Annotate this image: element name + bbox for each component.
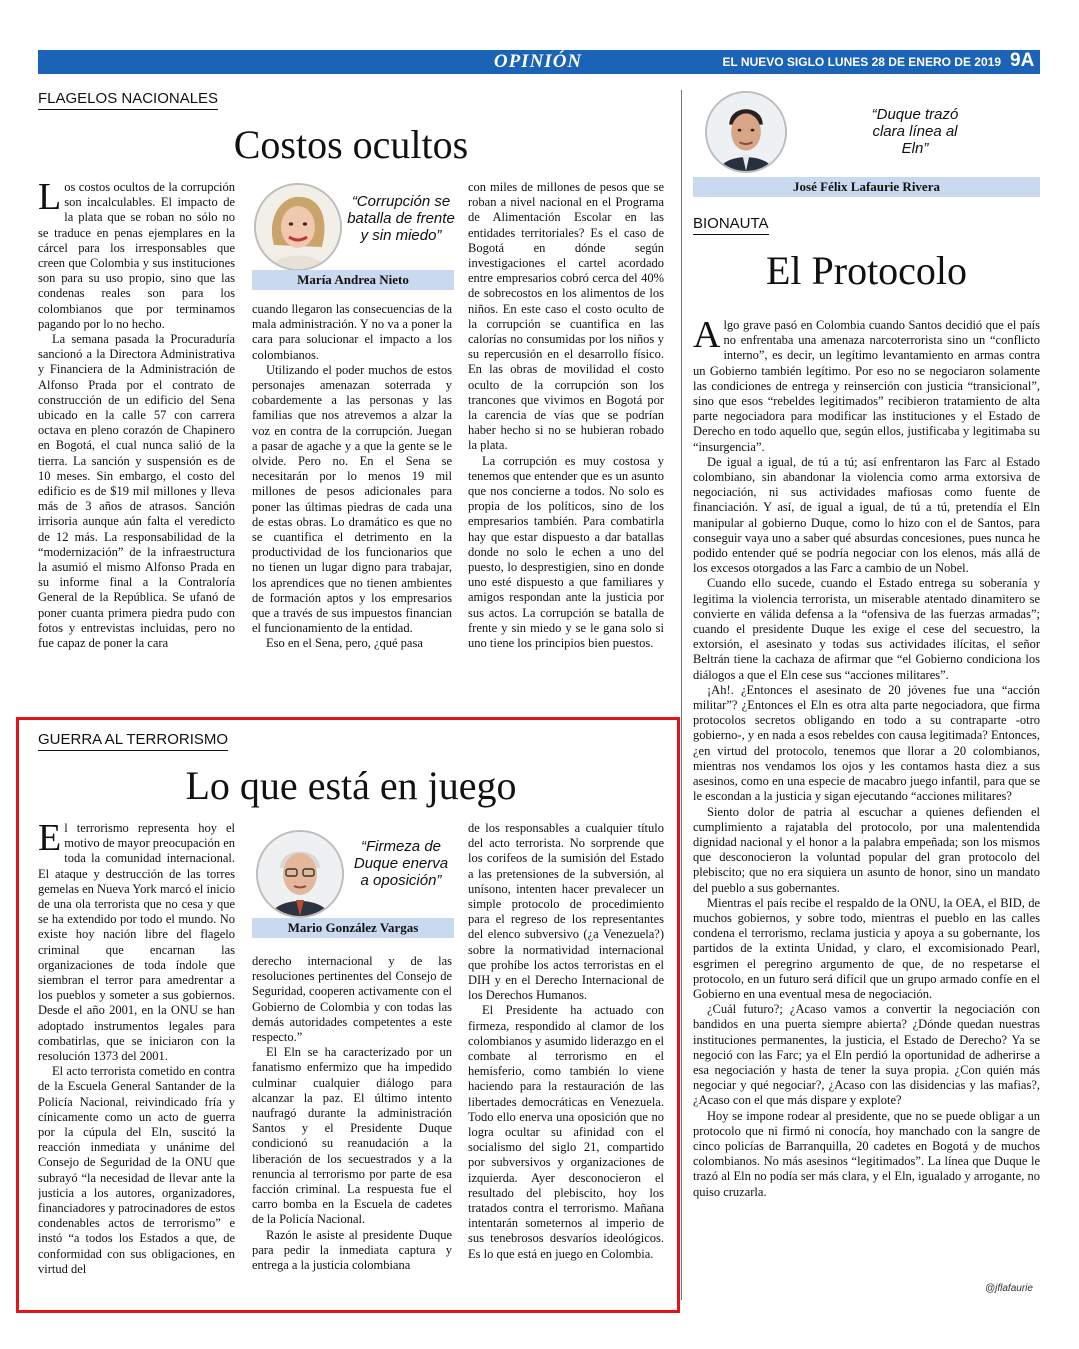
drop-cap: L	[38, 180, 62, 218]
article2-column-3	[468, 821, 664, 1297]
drop-cap: A	[693, 318, 721, 356]
article1-column-2	[252, 302, 452, 685]
author-photo-mario-gonzalez	[256, 830, 344, 918]
headline-el-protocolo: El Protocolo	[765, 248, 968, 293]
paragraph: ¡Ah!. ¿Entonces el asesinato de 20 jóvenes fue una “acción militar”? ¿Entonces el Eln es otra alta parte negociadora, que firma protocolos secretos obligando en todo a su contraparte -otro gobierno-, y en nada a esos rebeldes con causa legitimada? Entonces, ¿en virtud del protocolo, tenemos que llorar a 20 colombianos, mientras nos vendamos los ojos y les contamos hasta diez a sus asesinos, como en una especie de macabro juego infantil, para que se le escondan a la justicia y sigan ejecutando “acciones militares?	[693, 682, 1040, 804]
author-byline: José Félix Lafaurie Rivera	[693, 177, 1040, 197]
section-label-flagelos: FLAGELOS NACIONALES	[38, 90, 218, 110]
paragraph: de los responsables a cualquier título del acto terrorista. No sorprende que los corifeos de la sumisión del Estado a las pretensiones de la subversión, al unísono, intenten hacer prevalecer un simple protocolo de procedimiento para el regreso de los representantes del elenco subversivo (¿a Venezuela?) sobre la normatividad internacional que prohíbe los actos terroristas en el DIH y en el Derecho Internacional de los Derechos Humanos.	[468, 821, 664, 1003]
paragraph: derecho internacional y de las resoluciones pertinentes del Consejo de Seguridad, cooperen activamente con el Gobierno de Colombia y con todas las demás autoridades competentes a este respecto.”	[252, 954, 452, 1045]
headline-lo-que-esta-en-juego: Lo que está en juego	[185, 763, 517, 808]
paragraph: Siento dolor de patria al escuchar a quienes defienden el cumplimiento a rajatabla del protocolo, por una malentendida dignidad nacional y el honor a la palabra empeñada; son los mismos que desconocieron la voluntad popular del gran protocolo del plebiscito; que no era siquiera un asunto de honor, sino un mandato del pueblo a sus gobernantes.	[693, 804, 1040, 895]
paragraph: El Presidente ha actuado con firmeza, respondido al clamor de los colombianos y asumido liderazgo en el combate al terrorismo en el hemisferio, como también lo viene haciendo para la restauración de las libertades democráticas en Venezuela. Todo ello enerva una oposición que no logra ocultar su afinidad con el socialismo del siglo 21, compartido por subversivos y organizaciones de izquierda. Ayer desconocieron el resultado del plebiscito, hoy los tratados contra el terrorismo. Mañana intentarán someternos al imperio de sus tenebrosos desvaríos ideológicos. Es lo que está en juego en Colombia.	[468, 1003, 664, 1261]
paragraph: La corrupción es muy costosa y tenemos que entender que es un asunto que nos concierne a todos. No solo es propia de los políticos, sino de los empresarios también. Para combatirla hay que estar dispuesto a dar batallas donde no solo le echen a uno del puesto, lo desprestigien, sino en donde uno esté dispuesto a que familiares y amigos respondan ante la justicia por sus actos. La corrupción se batalla de frente y sin miedo y se le gana solo si uno tiene los principios bien puestos.	[468, 453, 664, 651]
portrait-icon	[258, 832, 342, 916]
article3-body	[693, 318, 1040, 1280]
paragraph: Cuando ello sucede, cuando el Estado entrega su soberanía y legitima la violencia terrorista, un miserable atentado dinamitero se convierte en válida defensa a la “ofensiva de las fuerzas armadas”; cuando el presidente Duque les exige el cese del secuestro, la extorsión, el asesinato y todas sus actividades ilícitas, el señor Beltrán tiene la cachaza de afirmar que “el Gobierno condiciona los diálogos a que el Eln cese sus “acciones militares”.	[693, 576, 1040, 682]
portrait-icon	[707, 93, 785, 171]
portrait-icon	[256, 185, 340, 269]
paragraph: El acto terrorista cometido en contra de la Escuela General Santander de la Policía Nacional, reivindicado fría y cínicamente como un acto de guerra por la cúpula del Eln, suscitó la reacción inmediata y unánime del Consejo de Seguridad de la ONU que subrayó “la necesidad de llevar ante la justicia a los autores, organizadores, financiadores y patrocinadores de estos condenables actos de terrorismo” e instó “a todos los Estados a que, de conformidad con sus obligaciones, en virtud del	[38, 1064, 235, 1276]
paragraph: ¿Cuál futuro?; ¿Acaso vamos a convertir la negociación con bandidos en una puerta siempre abierta? ¿Dónde quedan nuestras instituciones permanentes, la justicia, el Estado de Derecho? Ya se negoció con las Farc; ya el Eln perdió la oportunidad de adherirse a esa negociación y hasta de tener la suya propia. ¿Con quién más negociar y qué negociar?, ¿Acaso con las disidencias y las mafias?, ¿Acaso con el que más dispare y explote?	[693, 1002, 1040, 1108]
paragraph: Utilizando el poder muchos de estos personajes amenazan soterrada y cobardemente a las personas y las familias que nos atrevemos a alzar la voz en contra de la corrupción. Juegan a pasar de agache y a que la gente se le olvide. Pero no. En el Sena se necesitarán por lo menos 19 mil millones de pesos adicionales para poner las últimas piedras de cada una de estas obras. Lo dramático es que no se cuantifica el detrimento en la productividad de los funcionarios que no tienen un lugar digno para trabajar, los aprendices que no tienen ambientes de formación aptos y los empresarios que a través de sus impuestos financian el funcionamiento de la entidad.	[252, 362, 452, 636]
pull-quote: “Firmeza de Duque enerva a oposición”	[353, 838, 449, 889]
twitter-handle: @jflafaurie	[985, 1283, 1033, 1294]
paragraph: Eso en el Sena, pero, ¿qué pasa	[266, 636, 423, 651]
pull-quote: “Duque trazó clara línea al Eln”	[871, 106, 959, 157]
paragraph: El Eln se ha caracterizado por un fanatismo enfermizo que ha impedido culminar cualquier diálogo para alcanzar la paz. El último intento naufragó durante la administración Santos y el Presidente Duque condicionó su reanudación a la liberación de los secuestrados y a la renuncia al terrorismo por parte de esa facción criminal. La respuesta fue el carro bomba en la Escuela de cadetes de la Policía Nacional.	[252, 1045, 452, 1227]
drop-cap: E	[38, 821, 62, 859]
article1-column-3	[468, 180, 664, 685]
paragraph: cuando llegaron las consecuencias de la mala administración. Y no va a poner la cara para solucionar el impacto a los colombianos.	[252, 302, 452, 362]
author-byline: Mario González Vargas	[252, 918, 454, 938]
author-byline: María Andrea Nieto	[252, 270, 454, 290]
author-photo-maria-andrea-nieto	[254, 183, 342, 271]
article2-column-2	[252, 954, 452, 1297]
paragraph: Mientras el país recibe el respaldo de la ONU, la OEA, el BID, de muchos gobiernos, y sobre todo, mientras el pueblo en las calles condena el terrorismo, reclama justicia y apoya a su gobernante, los partidos de la extinta Unidad, y claro, el excomisionado Pearl, esgrimen el peregrino argumento de que, de no respetarse el protocolo, en un futuro será difícil que un grupo armado confíe en el Gobierno en una eventual mesa de negociación.	[693, 895, 1040, 1001]
column-divider	[681, 90, 682, 1300]
paragraph: os costos ocultos de la corrupción son incalculables. El impacto de la plata que se roban no sólo no se traduce en penas ejemplares en la cárcel para los irresponsables que creen que Colombia y sus instituciones son para su uso propio, sino que las condenas reales son para los colombianos que por terminamos pagando por lo no hecho.	[38, 180, 235, 331]
paragraph: Hoy se impone rodear al presidente, que no se puede obligar a un protocolo que ni firmó ni conocía, hoy manchado con la sangre de cinco policías de Barranquilla, 20 cadetes en Bogotá y de muchos colombianos. No más asesinos “legitimados”. La línea que Duque le trazó al Eln no podía ser más clara, y el Eln, igualado y arrogante, no quiso cruzarla.	[693, 1108, 1040, 1199]
article2-column-1	[38, 821, 235, 1297]
paragraph: Razón le asiste al presidente Duque para pedir la inmediata captura y entrega a la justicia colombiana	[252, 1227, 452, 1273]
section-label-bionauta: BIONAUTA	[693, 215, 769, 235]
paragraph: La semana pasada la Procuraduría sancionó a la Directora Administrativa y Financiera de la Administración de Alfonso Prada por el contrato de construcción de un edificio del Sena ubicado en la calle 57 con carrera octava en pleno corazón de Chapinero en Bogotá, el cual nunca salió de la tierra. La sanción y suspensión es de 10 meses. Sin embargo, el costo del edificio es de $19 mil millones y lleva más de 3 años de atrasos. Sanción irrisoria aunque aún falta el veredicto de 12 más. La responsabilidad de la “modernización” de la infraestructura la asumió el mismo Alfonso Prada en su informe final a la Contraloría General de la República. Se ufanó de poner cuanta primera piedra pudo con fotos y entrevistas incluidas, pero no fue capaz de poner la cara	[38, 332, 235, 651]
page-number: 9A	[1010, 50, 1035, 71]
author-photo-jose-felix-lafaurie	[705, 91, 787, 173]
section-title: OPINIÓN	[493, 51, 583, 72]
headline-costos-ocultos: Costos ocultos	[233, 122, 469, 167]
paragraph: con miles de millones de pesos que se roban a nivel nacional en el Programa de Alimentación Escolar en las entidades territoriales? Es el caso de Bogotá en dónde según investigaciones el cartel acordado entre empresarios cobró cerca del 40% de sobrecostos en los alimentos de los niños. En este caso el costo oculto de la corrupción se cuantifica en las calorías no consumidas por los niños y su repercusión en el desarrollo físico. En las obras de movilidad el costo oculto de la corrupción son los trancones que vivimos en Bogotá por la carencia de vías que se podrían haber hecho si no se hubieran robado la plata.	[468, 180, 664, 453]
pull-quote: “Corrupción se batalla de frente y sin miedo”	[347, 193, 455, 244]
issue-date: EL NUEVO SIGLO LUNES 28 DE ENERO DE 2019	[722, 55, 1001, 69]
section-label-guerra: GUERRA AL TERRORISMO	[38, 731, 228, 751]
paragraph: De igual a igual, de tú a tú; así enfrentaron las Farc al Estado colombiano, sin abandonar la violencia como arma extorsiva de negociación, ni sus actividades mafiosas como fuente de financiación. Y así, de igual a igual, de tú a tú, pretendía el Eln manipular al gobierno Duque, como lo hizo con el de Santos, para conseguir vaya uno a saber qué absurdas concesiones, pues nunca he podido entender qué se podría negociar con los elenos, más allá de los excesos otorgados a las Farc a cambio de un Nobel.	[693, 454, 1040, 576]
paragraph: l terrorismo representa hoy el motivo de mayor preocupación en toda la comunidad internacional. El ataque y destrucción de las torres gemelas en Nueva York marcó el inicio de una ola terrorista que no cesa y que se ha extendido por todo el mundo. No existe hoy nación libre del flagelo criminal que encarnan las organizaciones de toda índole que siembran el terror para amedrentar a los pueblos y someter a sus gobiernos. Desde el año 2001, en la ONU se han adoptado instrumentos legales para combatirlas, que se iniciaron con la resolución 1373 del 2001.	[38, 821, 235, 1064]
paragraph: lgo grave pasó en Colombia cuando Santos decidió que el país no enfrentaba una amenaza narcoterrorista sino un “conflicto interno”, es decir, un legítimo levantamiento en armas contra un Gobierno también legítimo. Por eso no se negociaron solamente las condiciones de entrega y reinserción con justicia “transicional”, sino que esos “rebeldes legitimados” recibieron tratamiento de alta parte negociadora para modificar las instituciones y el Estado de Derecho en todo aquello que, según ellos, justificaba y legitimaba su “insurgencia”.	[693, 318, 1040, 454]
article1-column-1	[38, 180, 235, 685]
